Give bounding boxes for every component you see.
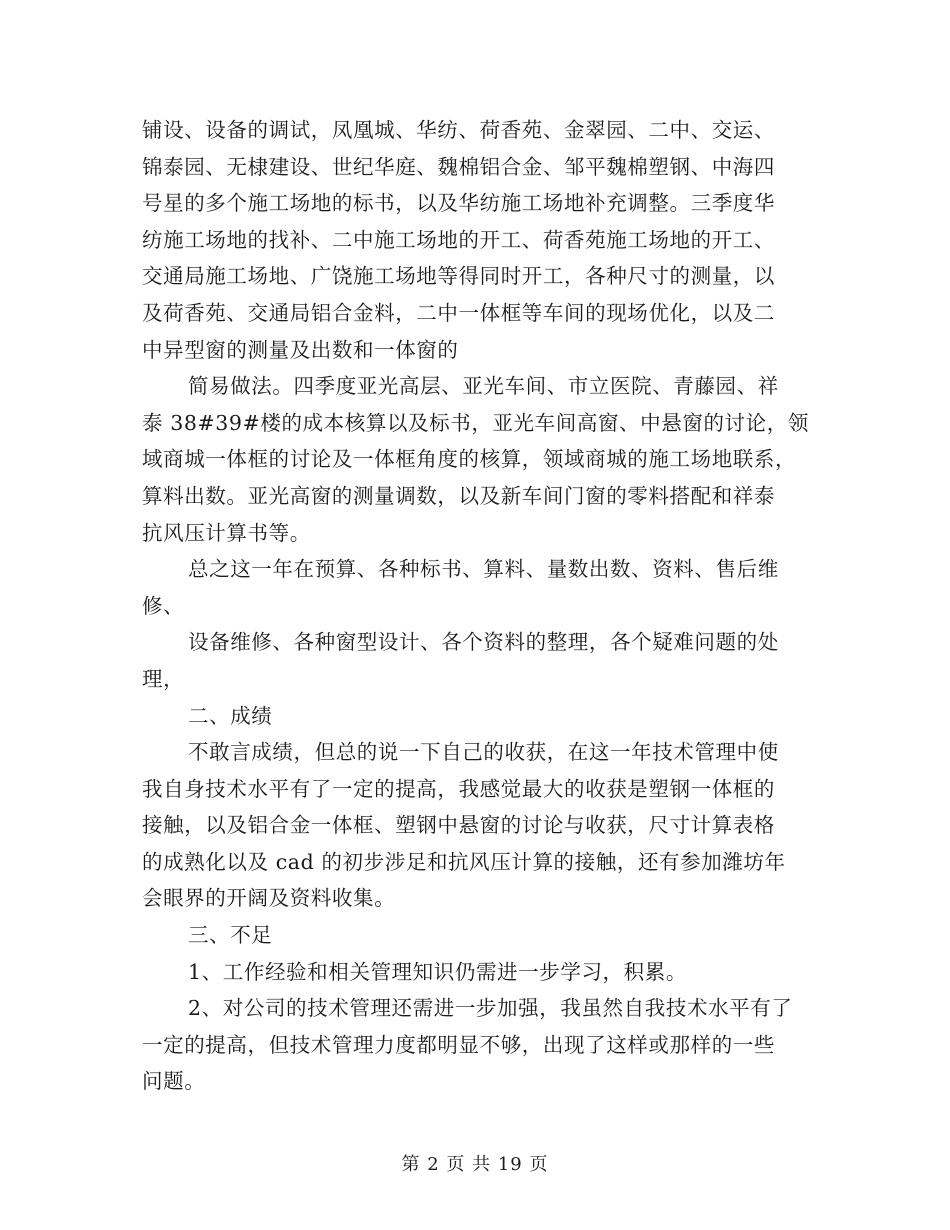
list-item: 2、对公司的技术管理还需进一步加强，我虽然自我技术水平有了 [188, 996, 793, 1021]
text-line: 泰 38#39#楼的成本核算以及标书，亚光车间高窗、中悬窗的讨论，领 [142, 410, 809, 435]
list-item: 1、工作经验和相关管理知识仍需进一步学习，积累。 [188, 959, 687, 984]
text-line: 算料出数。亚光高窗的测量调数，以及新车间门窗的零料搭配和祥泰 [142, 483, 775, 508]
text-line: 我自身技术水平有了一定的提高，我感觉最大的收获是塑钢一体框的 [142, 776, 775, 801]
text-line: 及荷香苑、交通局铝合金料，二中一体框等车间的现场优化，以及二 [142, 300, 775, 325]
text-line: 简易做法。四季度亚光高层、亚光车间、市立医院、青藤园、祥 [188, 374, 779, 399]
text-line: 交通局施工场地、广饶施工场地等得同时开工，各种尺寸的测量，以 [142, 264, 775, 289]
text-line: 理， [142, 666, 185, 691]
text-line: 设备维修、各种窗型设计、各个资料的整理，各个疑难问题的处 [188, 630, 779, 655]
text-line: 接触，以及铝合金一体框、塑钢中悬窗的讨论与收获，尺寸计算表格 [142, 813, 775, 838]
text-line: 铺设、设备的调试，凤凰城、华纺、荷香苑、金翠园、二中、交运、 [142, 118, 775, 142]
section-heading: 三、不足 [188, 923, 273, 948]
text-line: 修、 [142, 593, 185, 618]
text-line: 问题。 [142, 1069, 206, 1094]
section-heading: 二、成绩 [188, 703, 273, 728]
text-line: 不敢言成绩，但总的说一下自己的收获，在这一年技术管理中使 [188, 740, 779, 765]
document-body [142, 112, 814, 1100]
text-line: 的成熟化以及 cad 的初步涉足和抗风压计算的接触，还有参加潍坊年 [142, 849, 786, 874]
text-line: 纺施工场地的找补、二中施工场地的开工、荷香苑施工场地的开工、 [142, 227, 775, 252]
text-line: 域商城一体框的讨论及一体框角度的核算，领域商城的施工场地联系， [142, 447, 797, 472]
text-line: 一定的提高，但技术管理力度都明显不够，出现了这样或那样的一些 [142, 1032, 775, 1057]
text-line: 号星的多个施工场地的标书，以及华纺施工场地补充调整。三季度华 [142, 191, 775, 216]
text-line: 中异型窗的测量及出数和一体窗的 [142, 337, 459, 362]
text-line: 会眼界的开阔及资料收集。 [142, 886, 396, 911]
text-line: 总之这一年在预算、各种标书、算料、量数出数、资料、售后维 [188, 557, 779, 582]
page-number: 第 2 页 共 19 页 [401, 1154, 549, 1175]
text-line: 抗风压计算书等。 [142, 520, 311, 545]
text-line: 锦泰园、无棣建设、世纪华庭、魏棉铝合金、邹平魏棉塑钢、中海四 [142, 154, 775, 179]
